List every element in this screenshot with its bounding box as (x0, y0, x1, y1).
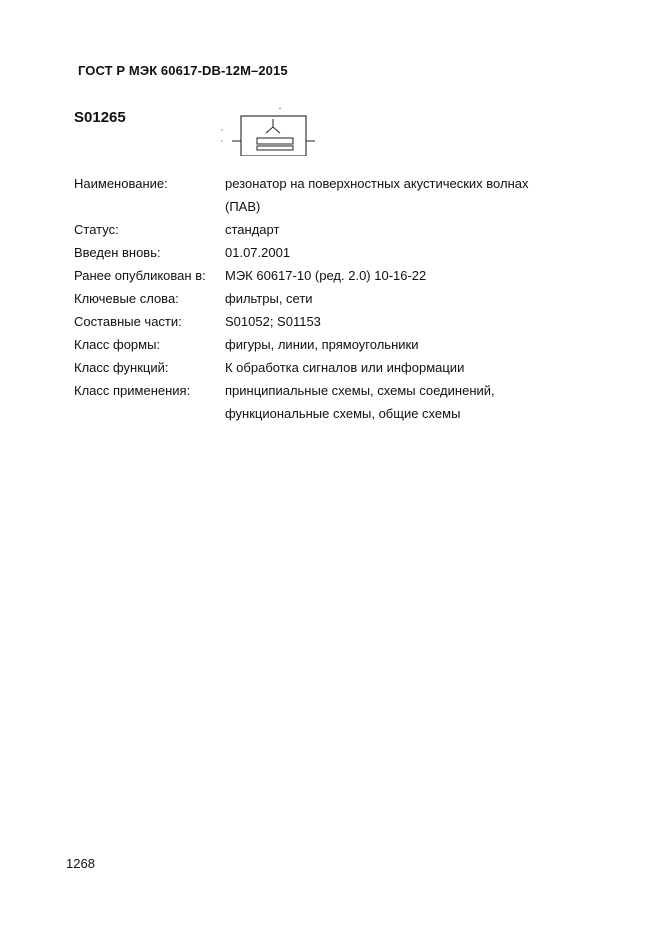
field-label: Наименование: (74, 176, 168, 191)
page-number: 1268 (66, 856, 95, 871)
field-row (74, 356, 594, 379)
field-value: 01.07.2001 (225, 245, 291, 260)
field-values (225, 218, 594, 241)
field-row (74, 379, 594, 425)
field-row (74, 310, 594, 333)
field-value: резонатор на поверхностных акустических волнах (225, 176, 529, 191)
field-row (74, 241, 594, 264)
field-label: Введен вновь: (74, 245, 161, 260)
field-row (74, 333, 594, 356)
field-values (225, 333, 594, 356)
field-value: фигуры, линии, прямоугольники (225, 337, 419, 352)
field-values (225, 241, 594, 264)
field-label: Составные части: (74, 314, 182, 329)
field-row (74, 218, 594, 241)
field-value: стандарт (225, 222, 280, 237)
field-value: S01052; S01153 (225, 314, 321, 329)
field-row (74, 287, 594, 310)
field-label: Класс применения: (74, 383, 191, 398)
field-values (225, 287, 594, 310)
field-values (225, 356, 594, 379)
field-label: Класс функций: (74, 360, 169, 375)
saw-resonator-symbol-icon (218, 104, 318, 156)
field-row (74, 264, 594, 287)
field-row (74, 172, 594, 218)
field-label: Ранее опубликован в: (74, 268, 206, 283)
field-label: Класс формы: (74, 337, 161, 352)
field-value: принципиальные схемы, схемы соединений, (225, 383, 495, 398)
field-values (225, 310, 594, 333)
field-value: МЭК 60617-10 (ред. 2.0) 10-16-22 (225, 268, 427, 283)
field-label: Статус: (74, 222, 119, 237)
field-values (225, 172, 594, 218)
field-value: фильтры, сети (225, 291, 313, 306)
field-value: (ПАВ) (225, 199, 261, 214)
field-values (225, 379, 594, 425)
field-value: К обработка сигналов или информации (225, 360, 465, 375)
symbol-code: S01265 (74, 109, 126, 126)
field-label: Ключевые слова: (74, 291, 179, 306)
field-values (225, 264, 594, 287)
field-list (74, 172, 594, 425)
document-header: ГОСТ Р МЭК 60617-DB-12M–2015 (78, 63, 288, 78)
field-value: функциональные схемы, общие схемы (225, 406, 461, 421)
